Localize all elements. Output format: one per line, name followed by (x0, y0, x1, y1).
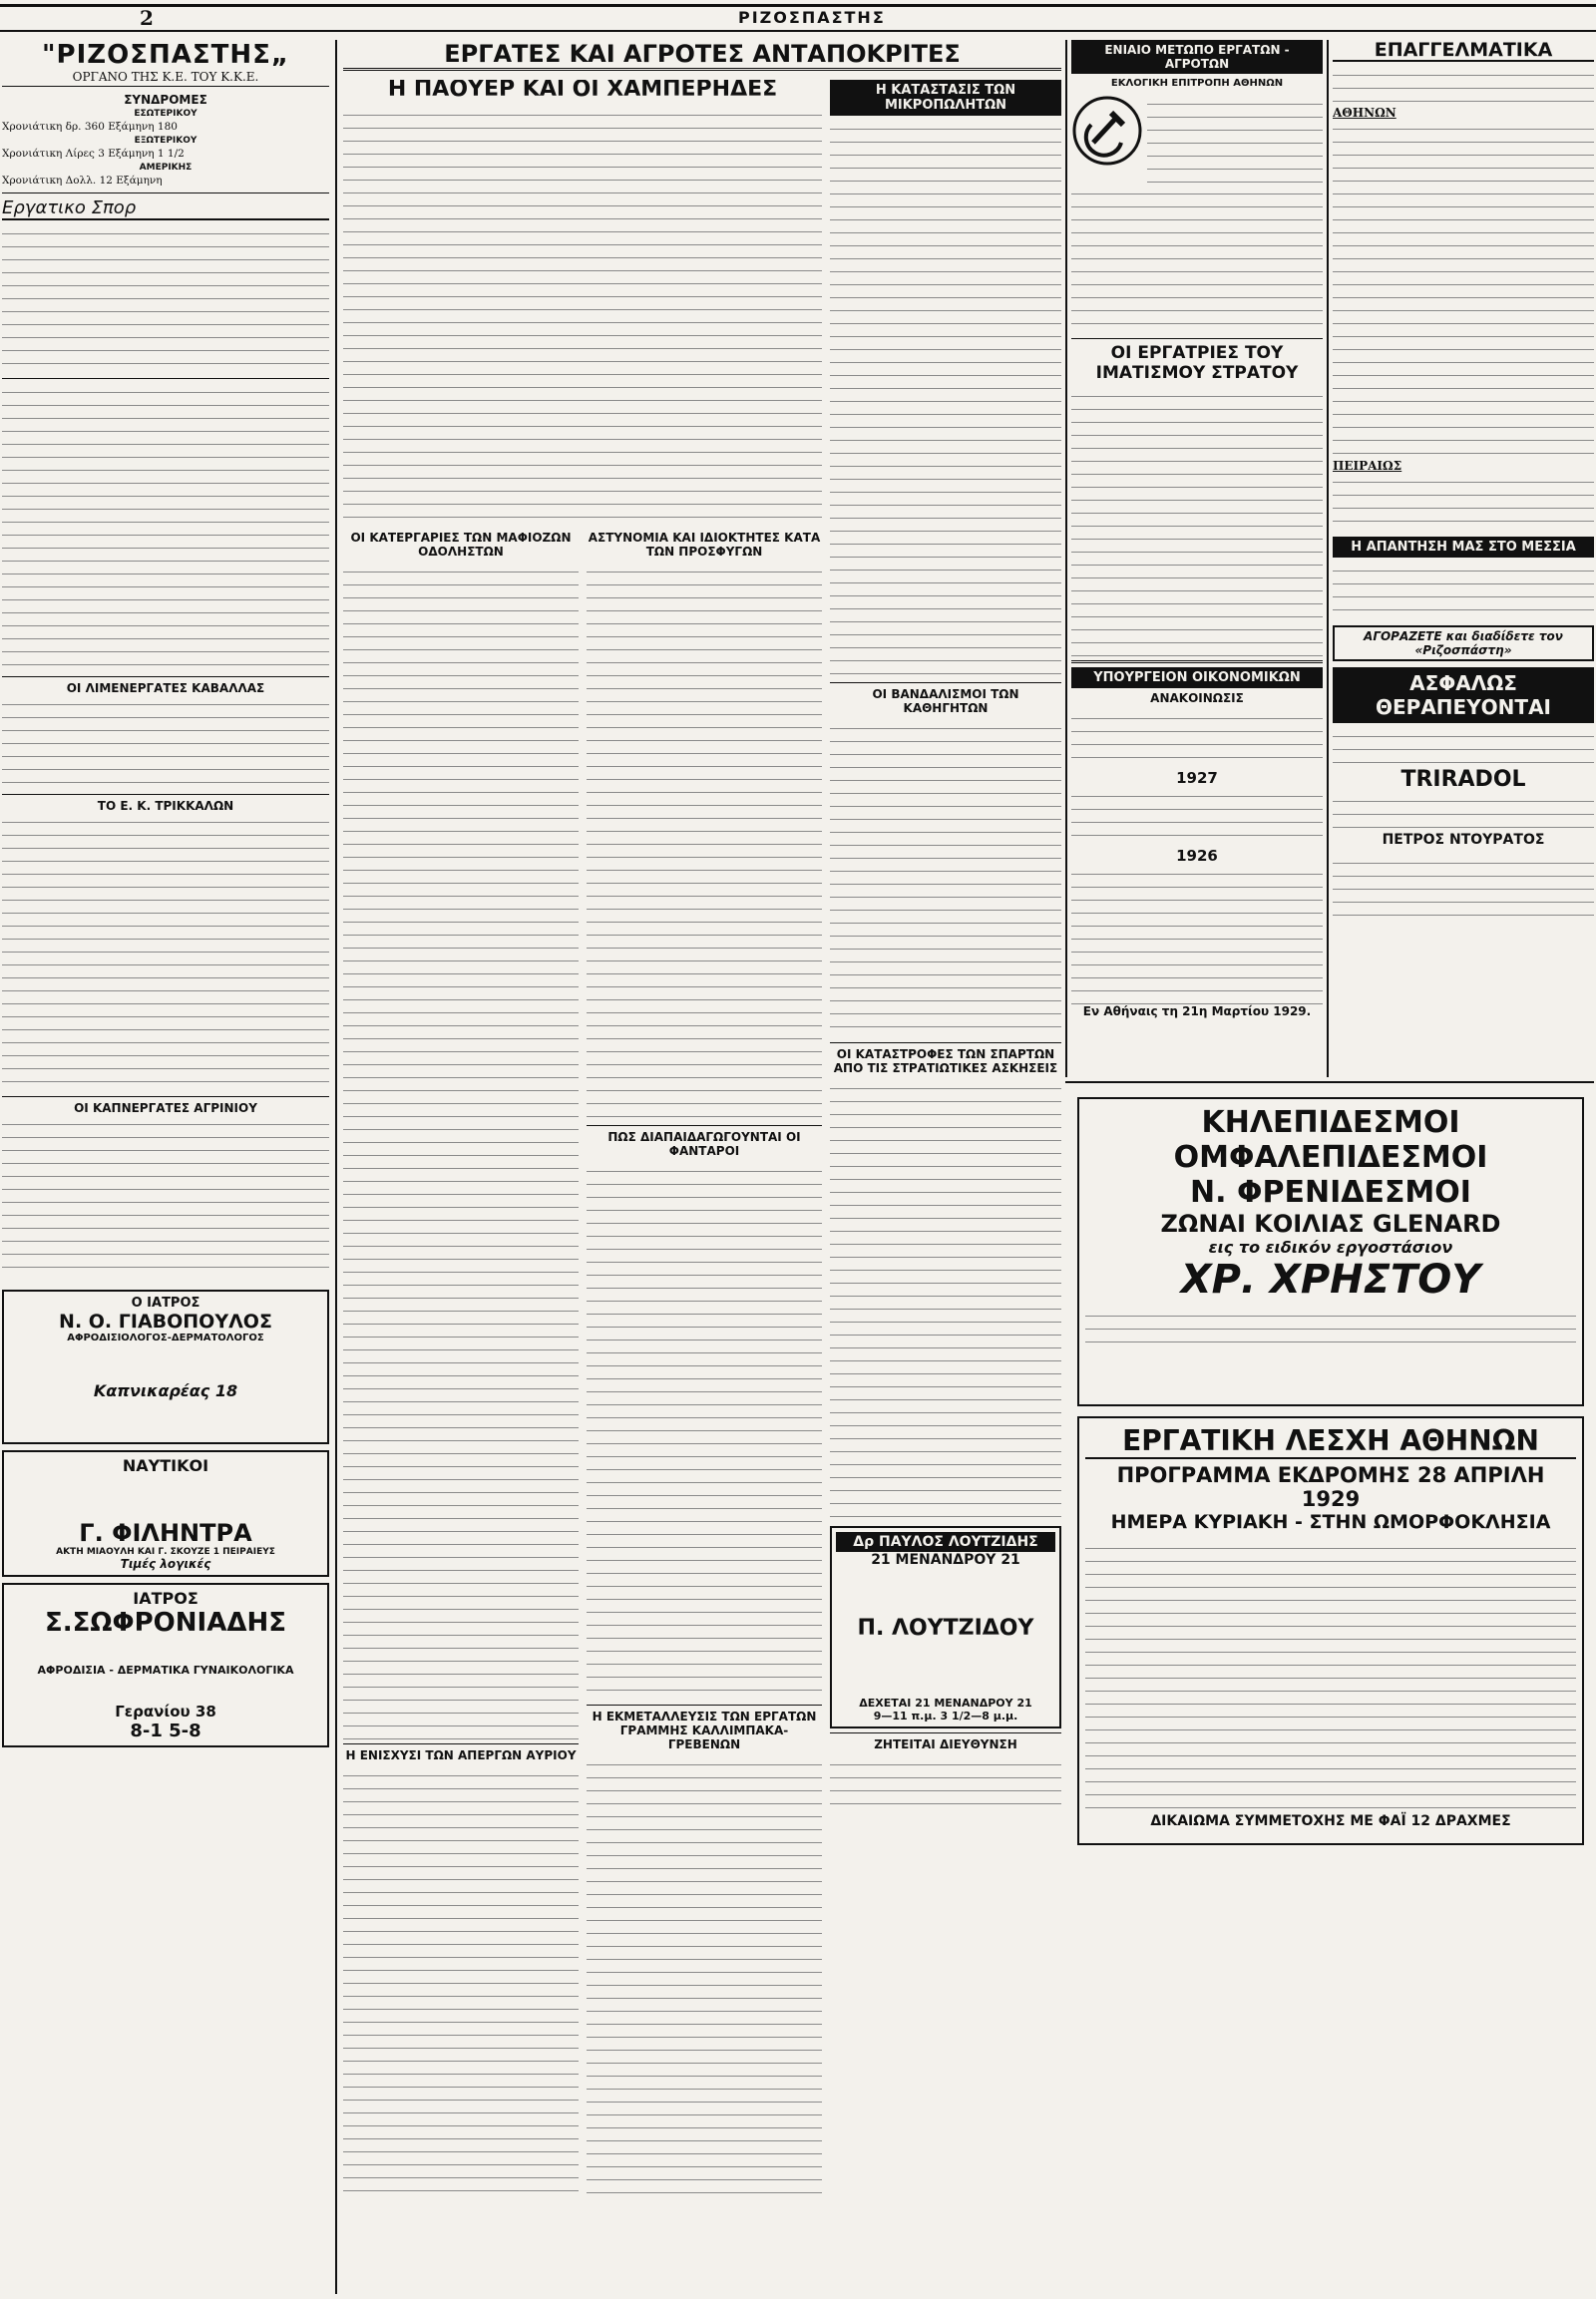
paper-logo: "ΡΙΖΟΣΠΑΣΤΗΣ„ (42, 40, 289, 70)
sport-section-title: Εργατικο Σπορ (2, 197, 329, 220)
peiraios-text (1333, 473, 1594, 533)
katastasi-text (830, 120, 1061, 678)
wanted-text (830, 1755, 1061, 1815)
ad-loutzidis-address: 21 ΜΕΝΑΝΔΡΟΥ 21 (871, 1552, 1020, 1568)
right-column-a (1071, 40, 1323, 1077)
athinon-label: ΑΘΗΝΩΝ (1333, 106, 1396, 120)
subscriptions-america: Χρονιάτικη Δολλ. 12 Εξάμηνη (2, 175, 163, 188)
epangelmatika-intro (1333, 66, 1594, 106)
asfalos-text (1333, 727, 1594, 767)
column-divider (335, 40, 337, 2294)
ad-filintra (2, 1450, 329, 1577)
kavala-headline: ΟΙ ΛΙΜΕΝΕΡΓΑΤΕΣ ΚΑΒΑΛΛΑΣ (66, 680, 265, 695)
gnorizon-text (1333, 854, 1594, 924)
paper-organ: ΟΡΓΑΝΟ ΤΗΣ Κ.Ε. ΤΟΥ Κ.Κ.Ε. (2, 70, 329, 87)
right-column-b (1333, 40, 1594, 1077)
sport-text (2, 224, 329, 374)
eniaio-text-top (1147, 95, 1323, 185)
header-rule-bottom (0, 30, 1596, 32)
ad-petros: ΠΕΤΡΟΣ ΝΤΟΥΡΑΤΟΣ (1382, 832, 1545, 848)
kavala-text (2, 695, 329, 790)
subscriptions-title: ΣΥΝΔΡΟΜΕΣ (124, 93, 207, 107)
article-text (2, 383, 329, 672)
ad-giavopoulos (2, 1290, 329, 1444)
ypourgeio-subtitle: ΑΝΑΚΟΙΝΩΣΙΣ (1150, 691, 1244, 705)
ad-leschi-fee: ΔΙΚΑΙΩΜΑ ΣΥΜΜΕΤΟΧΗΣ ΜΕ ΦΑΪ 12 ΔΡΑΧΜΕΣ (1150, 1813, 1511, 1829)
headline-epangelmatika: ΕΠΑΓΓΕΛΜΑΤΙΚΑ (1333, 40, 1594, 62)
agrinio-headline: ΟΙ ΚΑΠΝΕΡΓΑΤΕΣ ΑΓΡΙΝΙΟΥ (74, 1100, 257, 1115)
ekmetalleusi-text (587, 1755, 822, 2204)
ad-giavopoulos-address: Καπνικαρέας 18 (93, 1380, 238, 1400)
ad-agorazete-text: ΑΓΟΡΑΖΕΤΕ και διαδίδετε τον «Ριζοσπάστη» (1364, 629, 1563, 657)
ad-loutzidis-hours: 9—11 π.μ. 3 1/2—8 μ.μ. (873, 1710, 1018, 1723)
ad-kilepidesmoi-line5: εις το ειδικόν εργοστάσιον (1208, 1238, 1453, 1257)
ergatries-text (1071, 387, 1323, 656)
athinon-text (1333, 120, 1594, 459)
ypourgeio-text-3 (1071, 865, 1323, 1004)
ad-sofroniadis-specialty: ΑΦΡΟΔΙΣΙΑ - ΔΕΡΜΑΤΙΚΑ ΓΥΝΑΙΚΟΛΟΓΙΚΑ (37, 1663, 294, 1677)
ad-giavopoulos-specialty: ΑΦΡΟΔΙΣΙΟΛΟΓΟΣ-ΔΕΡΜΑΤΟΛΟΓΟΣ (67, 1332, 264, 1343)
ad-leschi-title: ΕΡΓΑΤΙΚΗ ΛΕΣΧΗ ΑΘΗΝΩΝ (1085, 1424, 1576, 1459)
ad-loutzidis-reception: ΔΕΧΕΤΑΙ 21 ΜΕΝΑΝΔΡΟΥ 21 (859, 1697, 1032, 1710)
ad-loutzidis (830, 1526, 1061, 1728)
subscriptions-domestic-label: ΕΣΩΤΕΡΙΚΟΥ (134, 109, 198, 119)
ad-filintra-address: ΑΚΤΗ ΜΙΑΟΥΛΗ ΚΑΙ Γ. ΣΚΟΥΖΕ 1 ΠΕΙΡΑΙΕΥΣ (56, 1546, 275, 1557)
ad-sofroniadis-hours: 8-1 5-8 (130, 1720, 201, 1741)
page-number: 2 (140, 6, 154, 30)
ad-ergatiki-leschi (1077, 1416, 1584, 1845)
center-left-block (343, 80, 822, 2294)
ad-loutzidis-name: Π. ΛΟΥΤΖΙΔΟΥ (857, 1616, 1034, 1641)
headline-katastrofes: ΟΙ ΚΑΤΑΣΤΡΟΦΕΣ ΤΩΝ ΣΠΑΡΤΩΝ ΑΠΟ ΤΙΣ ΣΤΡΑΤΙΩΤΙΚΕΣ ΑΣΚΗΣΕΙΣ (833, 1047, 1058, 1075)
katastrofes-text (830, 1079, 1061, 1518)
fantaroi-text (587, 1162, 822, 1701)
headline-apantisi: Η ΑΠΑΝΤΗΣΗ ΜΑΣ ΣΤΟ ΜΕΣΣΙΑ (1333, 537, 1594, 558)
ad-leschi-program: ΠΡΟΓΡΑΜΜΑ ΕΚΔΡΟΜΗΣ 28 ΑΠΡΙΛΗ 1929 (1116, 1463, 1545, 1511)
agrinio-text (2, 1115, 329, 1280)
center-right-block (830, 80, 1061, 2294)
ad-sofroniadis-address: Γερανίου 38 (115, 1702, 216, 1721)
column-divider (1327, 40, 1329, 1077)
ad-kilepidesmoi-name: ΧΡ. ΧΡΗΣΤΟΥ (1180, 1257, 1481, 1303)
triradol-text (1333, 792, 1594, 832)
peiraios-label: ΠΕΙΡΑΙΩΣ (1333, 459, 1402, 473)
eniaio-subtitle: ΕΚΛΟΓΙΚΗ ΕΠΙΤΡΟΠΗ ΑΘΗΝΩΝ (1110, 78, 1284, 89)
apantisi-text (1333, 562, 1594, 621)
ad-loutzidis-title: Δρ ΠΑΥΛΟΣ ΛΟΥΤΖΙΔΗΣ (836, 1532, 1055, 1552)
ad-filintra-footer: Τιμές λογικές (120, 1556, 211, 1571)
header-rule-top (0, 4, 1596, 7)
ad-leschi-day: ΗΜΕΡΑ ΚΥΡΙΑΚΗ - ΣΤΗΝ ΩΜΟΡΦΟΚΛΗΣΙΑ (1110, 1511, 1551, 1533)
hammer-sickle-emblem-icon (1071, 95, 1143, 167)
subscriptions-america-label: ΑΜΕΡΙΚΗΣ (139, 163, 193, 174)
kateriades-text (343, 563, 579, 1739)
ad-triradol: TRIRADOL (1400, 767, 1526, 792)
headline-ekmetalleusi: Η ΕΚΜΕΤΑΛΛΕΥΣΙΣ ΤΩΝ ΕΡΓΑΤΩΝ ΓΡΑΜΜΗΣ ΚΑΛΛΙΜΠΑΚΑ-ΓΡΕΒΕΝΩΝ (592, 1710, 817, 1751)
ad-kilepidesmoi-line2: ΟΜΦΑΛΕΠΙΔΕΣΜΟΙ (1173, 1140, 1488, 1175)
ypourgeio-text-2 (1071, 787, 1323, 847)
correspondents-banner: ΕΡΓΑΤΕΣ ΚΑΙ ΑΓΡΟΤΕΣ ΑΝΤΑΠΟΚΡΙΤΕΣ (343, 40, 1061, 71)
main-article-text (343, 106, 822, 525)
ad-sofroniadis (2, 1583, 329, 1747)
astynomia-text (587, 563, 822, 1121)
column-divider (1065, 40, 1067, 1077)
ad-asfalos: ΑΣΦΑΛΩΣ ΘΕΡΑΠΕΥΟΝΤΑΙ (1333, 667, 1594, 723)
ad-wanted-address: ΖΗΤΕΙΤΑΙ ΔΙΕΥΘΥΝΣΗ (874, 1737, 1017, 1751)
headline-ypourgeio: ΥΠΟΥΡΓΕΙΟΝ ΟΙΚΟΝΟΜΙΚΩΝ (1071, 667, 1323, 688)
kilepidesmoi-text (1085, 1307, 1576, 1346)
headline-astynomia: ΑΣΤΥΝΟΜΙΑ ΚΑΙ ΙΔΙΟΚΤΗΤΕΣ ΚΑΤΑ ΤΩΝ ΠΡΟΣΦΥΓΩΝ (588, 531, 821, 559)
eniaio-text (1071, 185, 1323, 334)
running-title: ΡΙΖΟΣΠΑΣΤΗΣ (738, 8, 886, 27)
headline-eniaio: ΕΝΙΑΙΟ ΜΕΤΩΠΟ ΕΡΓΑΤΩΝ - ΑΓΡΟΤΩΝ (1071, 40, 1323, 74)
subscriptions-abroad-label: ΕΞΩΤΕΡΙΚΟΥ (134, 136, 198, 147)
ypourgeio-date: Εν Αθήναις τη 21η Μαρτίου 1929. (1082, 1004, 1312, 1018)
main-headline: Η ΠΑΟΥΕΡ ΚΑΙ ΟΙ ΧΑΜΠΕΡΗΔΕΣ (387, 80, 778, 102)
ypourgeio-text (1071, 709, 1323, 769)
subscriptions-domestic: Χρονιάτικη δρ. 360 Εξάμηνη 180 (2, 121, 178, 133)
ad-giavopoulos-top: Ο ΙΑΤΡΟΣ (131, 1295, 200, 1311)
headline-fantaroi: ΠΩΣ ΔΙΑΠΑΙΔΑΓΩΓΟΥΝΤΑΙ ΟΙ ΦΑΝΤΑΡΟΙ (607, 1130, 801, 1158)
headline-kateriades: ΟΙ ΚΑΤΕΡΓΑΡΙΕΣ ΤΩΝ ΜΑΦΙΟΖΩΝ ΟΔΟΛΗΣΤΩΝ (350, 531, 572, 559)
ad-kilepidesmoi-line1: ΚΗΛΕΠΙΔΕΣΜΟΙ (1201, 1105, 1460, 1140)
ad-sofroniadis-name: Σ.ΣΩΦΡΟΝΙΑΔΗΣ (45, 1607, 286, 1638)
ypourgeio-year-1926: 1926 (1176, 847, 1218, 865)
headline-vandalismoi: ΟΙ ΒΑΝΔΑΛΙΣΜΟΙ ΤΩΝ ΚΑΘΗΓΗΤΩΝ (872, 687, 1019, 715)
ad-filintra-top: ΝΑΥΤΙΚΟΙ (122, 1455, 209, 1475)
ad-kilepidesmoi-line3: Ν. ΦΡΕΝΙΔΕΣΜΟΙ (1190, 1175, 1471, 1210)
left-column (2, 40, 329, 2294)
leschi-text (1085, 1539, 1576, 1813)
headline-enisxysi: Η ΕΝΙΣΧΥΣΙ ΤΩΝ ΑΠΕΡΓΩΝ ΑΥΡΙΟΥ (345, 1748, 577, 1762)
ad-giavopoulos-name: Ν. Ο. ΓΙΑΒΟΠΟΥΛΟΣ (59, 1310, 272, 1333)
ad-kilepidesmoi-line4: ΖΩΝΑΙ ΚΟΙΛΙΑΣ GLENARD (1160, 1210, 1501, 1238)
ad-filintra-name: Γ. ΦΙΛΗΝΤΡΑ (79, 1518, 252, 1547)
headline-ergatries: ΟΙ ΕΡΓΑΤΡΙΕΣ ΤΟΥ ΙΜΑΤΙΣΜΟΥ ΣΤΡΑΤΟΥ (1095, 343, 1299, 383)
ads-divider (1065, 1081, 1594, 1083)
subscriptions-abroad: Χρονιάτικη Λίρες 3 Εξάμηνη 1 1/2 (2, 148, 185, 161)
headline-katastasi: Η ΚΑΤΑΣΤΑΣΙΣ ΤΩΝ ΜΙΚΡΟΠΩΛΗΤΩΝ (830, 80, 1061, 116)
ad-agorazete (1333, 625, 1594, 661)
vandalismoi-text (830, 719, 1061, 1038)
ypourgeio-year-1927: 1927 (1176, 769, 1218, 787)
ad-sofroniadis-top: ΙΑΤΡΟΣ (133, 1588, 199, 1608)
trikala-headline: ΤΟ Ε. Κ. ΤΡΙΚΚΑΛΩΝ (97, 798, 234, 813)
enisxysi-text (343, 1766, 579, 2195)
trikala-text (2, 813, 329, 1092)
ad-kilepidesmoi (1077, 1097, 1584, 1406)
